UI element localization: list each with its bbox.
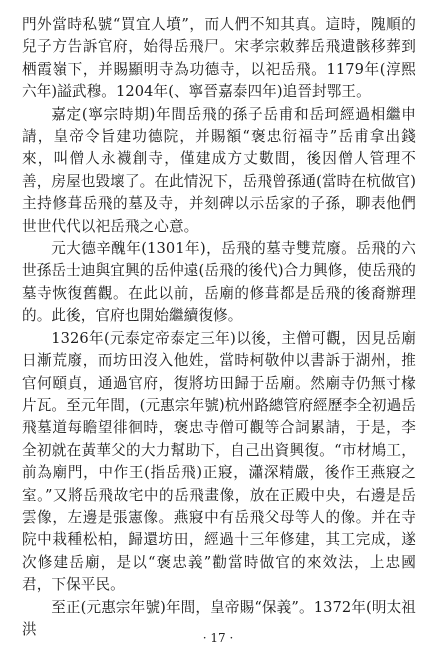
paragraph-3: 元大德辛醜年(1301年)，岳飛的墓寺雙荒廢。岳飛的六世孫岳士迪與宜興的岳仲遠(岳飛的後代)合力興修，使岳飛的墓寺恢復舊觀。在此以前，岳廟的修葺都是岳飛的後裔辦理的。此後，官府也開始繼續復修。: [22, 240, 416, 325]
paragraph-4: 1326年(元泰定帝泰定三年)以後，主僧可觀，因見岳廟日漸荒廢，而坊田沒入他姓，當時柯敬仲以書訴于湖州，推官何頤貞，通過官府，復將坊田歸于岳廟。然廟寺仍無寸椽片瓦。至元年間，(元惠宗年號)杭州路總管府經歷李全初過岳飛墓道每瞻望徘徊時，褒忠寺僧可觀等合詞累請，于是，李全初就在黃華父的大力幫助下，自己出資興復。“市材鳩工，前為廟門，中作王(指岳飛)正寢，瀟深精嚴，後作王燕寢之室。”又將岳飛故宅中的岳飛畫像，放在正殿中央，右邊是岳雲像，左邊是張憲像。燕寢中有岳飛父母等人的像。并在寺院中栽種松柏，歸還坊田，經過十三年修建，其工完成，遂次修建岳廟，是以“褒忠義”勸當時做官的來效法，上忠國君，下保平民。: [22, 329, 416, 594]
page-number: · 17 ·: [202, 631, 234, 645]
paragraph-1: 門外當時私號“買宜人墳”，而人們不知其真。這時，隗順的兒子方告訴官府，始得岳飛尸。宋孝宗敕葬岳飛遺骸移葬到栖霞嶺下，并賜顯明寺為功德寺，以祀岳飛。1179年(淳熙六年)謚武穆。1204年(、寧晉嘉泰四年)追晉封鄂王。: [22, 16, 416, 101]
paragraph-5: 至正(元惠宗年號)年間，皇帝賜“保義”。1372年(明太祖洪: [22, 598, 416, 638]
paragraph-2: 嘉定(寧宗時期)年間岳飛的孫子岳甫和岳珂經過相繼申請，皇帝令旨建功德院，并賜額“褒忠衍福寺”岳甫拿出錢來，叫僧人永襪創寺，僅建成方丈數間，後因僧人管理不善，房屋也毀壞了。在此情況下，岳飛曾孫通(當時在杭做官)主持修葺岳飛的墓及寺，并刻碑以示岳家的子孫，聊表他們世世代代以祀岳飛之心意。: [22, 105, 416, 235]
